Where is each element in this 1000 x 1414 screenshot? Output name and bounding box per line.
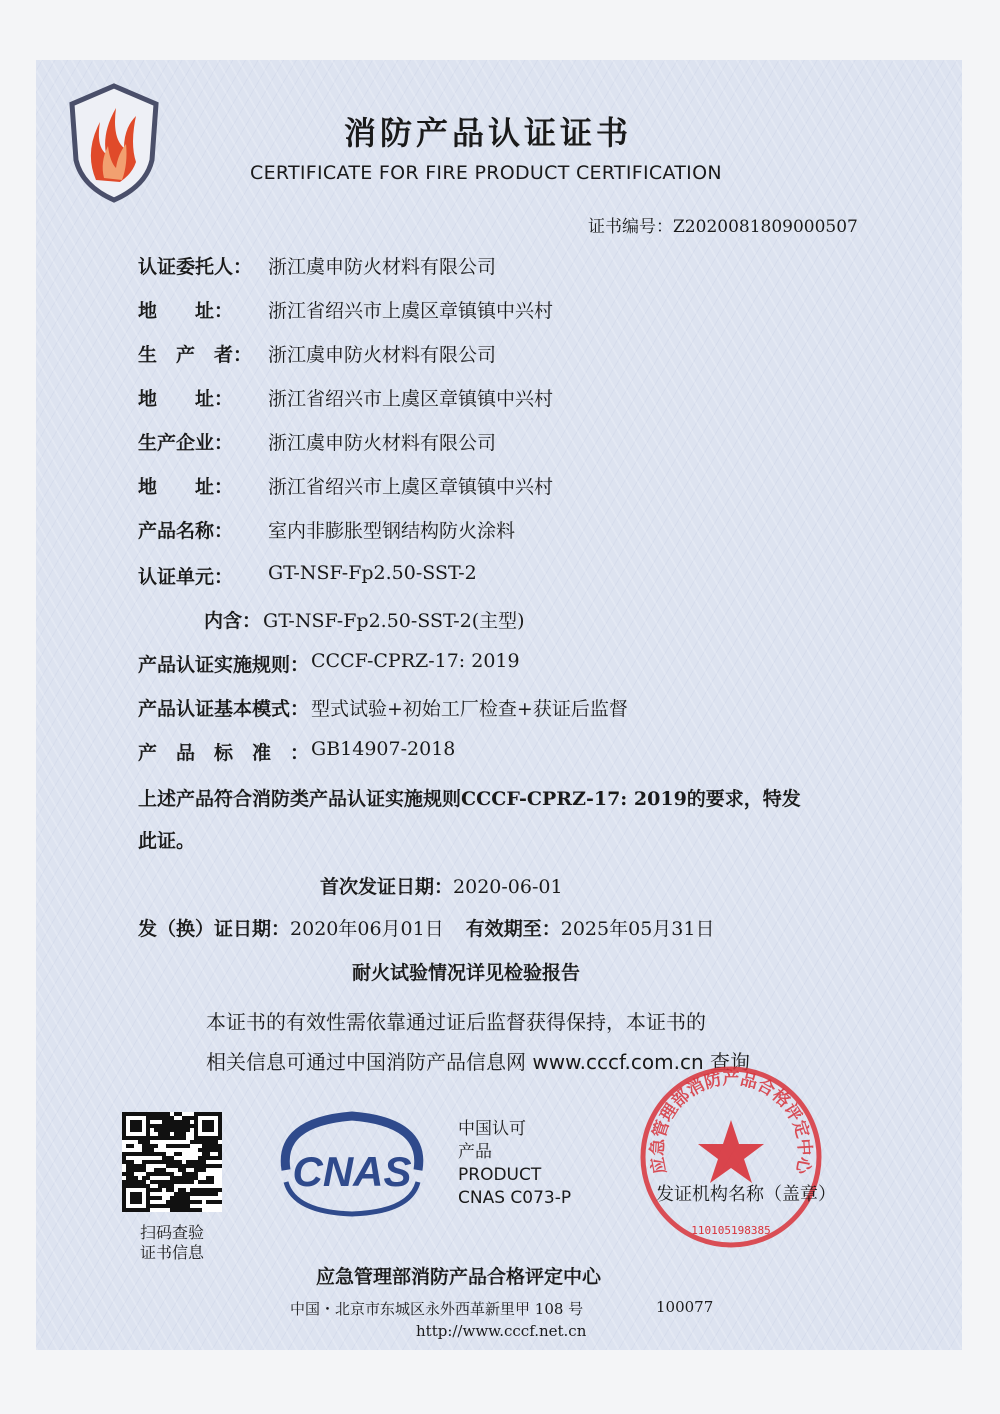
certificate-number-value: Z2020081809000507	[673, 217, 858, 237]
field-value: 浙江虞申防火材料有限公司	[268, 256, 497, 278]
seal-number: 110105198385	[691, 1224, 771, 1237]
field-row	[138, 472, 553, 499]
field-label: 地 址：	[138, 300, 234, 322]
validity-note-line-1: 本证书的有效性需依靠通过证后监督获得保持，本证书的	[206, 1010, 706, 1034]
first-issue-date	[320, 872, 563, 899]
mode-row	[138, 694, 628, 721]
field-value: 浙江虞申防火材料有限公司	[268, 432, 497, 454]
validity-note-line-2: 相关信息可通过中国消防产品信息网 www.cccf.com.cn 查询	[206, 1050, 750, 1074]
contains-label: 内含：	[204, 610, 262, 632]
field-row	[138, 340, 496, 367]
field-label: 认证委托人：	[138, 256, 253, 278]
field-row	[138, 516, 515, 543]
field-value: 浙江省绍兴市上虞区章镇镇中兴村	[268, 388, 554, 410]
field-value: GT-NSF-Fp2.50-SST-2	[268, 562, 477, 584]
field-value: 浙江省绍兴市上虞区章镇镇中兴村	[268, 476, 554, 498]
certificate-title: 消防产品认证证书	[344, 114, 633, 152]
cnas-logo-text: CNAS	[292, 1148, 412, 1195]
cnas-line-2: 产品	[458, 1142, 492, 1162]
field-row	[138, 384, 553, 411]
cnas-accreditation	[458, 1118, 571, 1210]
issuing-organization: 应急管理部消防产品合格评定中心	[316, 1266, 602, 1288]
first-issue-label: 首次发证日期：	[320, 876, 454, 898]
cnas-line-3: PRODUCT	[458, 1165, 542, 1185]
field-value: 浙江虞申防火材料有限公司	[268, 344, 497, 366]
field-label: 地 址：	[138, 476, 234, 498]
contains-row	[204, 606, 525, 633]
fire-emblem-icon	[66, 82, 162, 204]
mode-label: 产品认证基本模式：	[138, 698, 310, 720]
mode-value: 型式试验+初始工厂检查+获证后监督	[311, 698, 628, 720]
issuer-seal-label: 发证机构名称（盖章）	[656, 1184, 836, 1205]
organization-address: 中国・北京市东城区永外西革新里甲 108 号	[290, 1300, 584, 1318]
issue-date-label: 发（换）证日期：	[138, 918, 291, 940]
certificate-number-label: 证书编号：	[588, 217, 673, 237]
field-row	[138, 296, 553, 323]
issue-date-value: 2020年06月01日	[290, 918, 444, 940]
standard-value: GB14907-2018	[311, 738, 456, 760]
certificate-number	[588, 212, 858, 237]
field-value: 室内非膨胀型钢结构防火涂料	[268, 520, 516, 542]
cnas-logo-icon	[268, 1108, 436, 1218]
qr-code[interactable]	[122, 1112, 222, 1212]
standard-label: 产 品 标 准 ：	[138, 742, 310, 764]
certificate-title-english: CERTIFICATE FOR FIRE PRODUCT CERTIFICATION	[250, 162, 722, 184]
qr-caption-1: 扫码查验	[140, 1223, 205, 1242]
field-row	[138, 252, 496, 279]
field-label: 地 址：	[138, 388, 234, 410]
statement-line-2: 此证。	[138, 830, 196, 852]
contains-value: GT-NSF-Fp2.50-SST-2(主型)	[263, 610, 525, 632]
cnas-line-4: CNAS C073-P	[458, 1188, 572, 1208]
valid-until-value: 2025年05月31日	[560, 918, 715, 940]
rule-label: 产品认证实施规则：	[138, 654, 310, 676]
cnas-line-1: 中国认可	[458, 1119, 526, 1139]
field-row	[138, 562, 477, 589]
qr-code-icon	[122, 1112, 222, 1212]
rule-value: CCCF-CPRZ-17: 2019	[311, 650, 520, 672]
standard-row	[138, 738, 455, 765]
postcode: 100077	[656, 1298, 714, 1316]
official-seal-icon	[636, 1062, 826, 1252]
website-link[interactable]: http://www.cccf.net.cn	[416, 1322, 587, 1340]
field-label: 认证单元：	[138, 566, 234, 588]
rule-row	[138, 650, 520, 677]
field-label: 生 产 者：	[138, 344, 253, 366]
field-row	[138, 428, 496, 455]
seal-ring-text: 应急管理部消防产品合格评定中心	[647, 1069, 815, 1176]
statement-line-1: 上述产品符合消防类产品认证实施规则CCCF-CPRZ-17: 2019的要求，特发	[138, 788, 801, 810]
field-value: 浙江省绍兴市上虞区章镇镇中兴村	[268, 300, 554, 322]
field-label: 产品名称：	[138, 520, 234, 542]
issue-date-row	[138, 914, 714, 941]
first-issue-value: 2020-06-01	[453, 876, 563, 898]
qr-caption-2: 证书信息	[140, 1243, 205, 1262]
fire-test-note: 耐火试验情况详见检验报告	[352, 962, 581, 984]
valid-until-label: 有效期至：	[465, 918, 561, 940]
field-label: 生产企业：	[138, 432, 234, 454]
